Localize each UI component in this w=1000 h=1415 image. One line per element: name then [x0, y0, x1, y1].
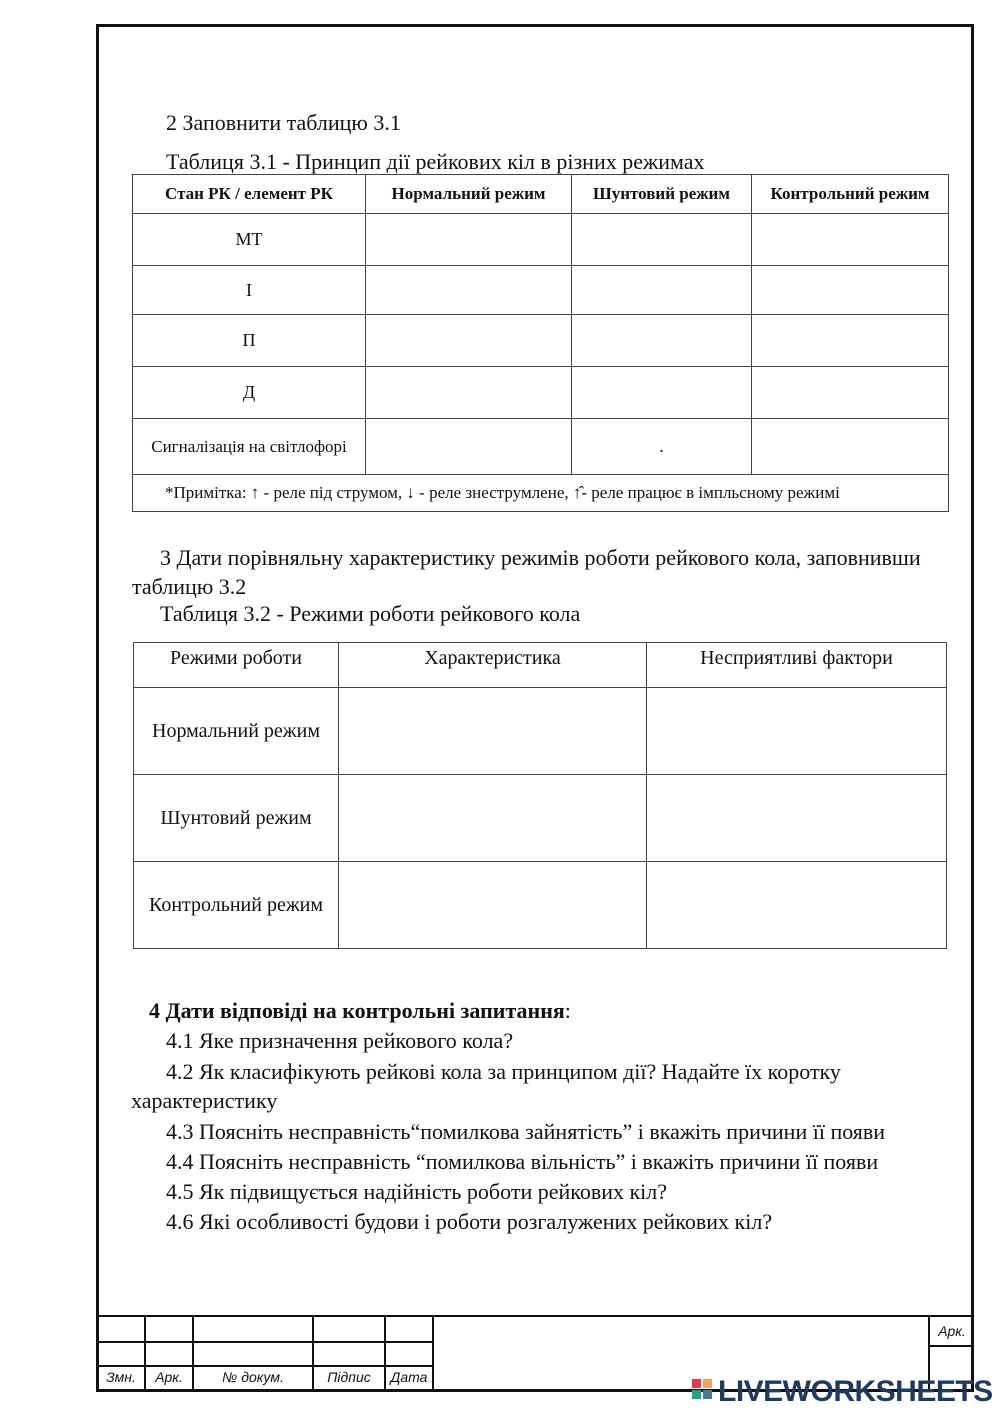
table-3-1	[132, 174, 949, 512]
stamp-label-date: Дата	[390, 1369, 428, 1385]
t31-row-label: Д	[133, 367, 366, 419]
stamp-sheet-label: Арк.	[938, 1323, 966, 1339]
t32-row-label: Шунтовий режим	[134, 775, 339, 862]
t31-cell[interactable]	[366, 266, 572, 315]
t31-cell[interactable]	[366, 214, 572, 266]
stamp-line	[432, 1315, 434, 1392]
question-4-2: 4.2 Як класифікують рейкові кола за принципом дії? Надайте їх коротку характеристику	[131, 1059, 841, 1113]
table31-caption: Таблиця 3.1 - Принцип дії рейкових кіл в різних режимах	[166, 149, 705, 174]
t31-cell[interactable]	[572, 367, 752, 419]
table-3-2	[133, 642, 947, 949]
t31-row-label: Сигналізація на світлофорі	[133, 419, 366, 475]
t31-row-label: П	[133, 315, 366, 367]
stamp-line	[928, 1345, 974, 1347]
section4-heading: 4 Дати відповіді на контрольні запитання	[149, 998, 565, 1023]
t32-cell[interactable]	[339, 862, 647, 949]
t31-cell[interactable]	[366, 419, 572, 475]
section4-colon: :	[564, 998, 571, 1023]
t31-header-state: Стан РК / елемент РК	[133, 175, 366, 214]
t31-cell[interactable]	[366, 367, 572, 419]
t31-cell[interactable]	[752, 266, 949, 315]
stamp-label-ark: Арк.	[155, 1369, 183, 1385]
stamp-label-sign: Підпис	[327, 1369, 371, 1385]
t31-dot: .	[659, 436, 664, 456]
t31-header-control: Контрольний режим	[752, 175, 949, 214]
t31-row-label: МТ	[133, 214, 366, 266]
t32-cell[interactable]	[339, 688, 647, 775]
t32-cell[interactable]	[647, 688, 947, 775]
stamp-line	[96, 1315, 974, 1317]
t32-cell[interactable]	[647, 862, 947, 949]
question-4-5: 4.5 Як підвищується надійність роботи рейкових кіл?	[166, 1179, 668, 1204]
stamp-label-zmn: Змн.	[106, 1369, 136, 1385]
section4-heading-line	[149, 997, 571, 1025]
table32-caption: Таблиця 3.2 - Режими роботи рейкового кола	[160, 601, 581, 626]
t31-cell[interactable]	[572, 419, 752, 475]
liveworksheets-logo	[692, 1374, 992, 1410]
t32-cell[interactable]	[339, 775, 647, 862]
question-4-1: 4.1 Яке призначення рейкового кола?	[166, 1028, 514, 1053]
t31-cell[interactable]	[572, 315, 752, 367]
t31-cell[interactable]	[752, 367, 949, 419]
t31-row-label: І	[133, 266, 366, 315]
t32-row-label: Нормальний режим	[134, 688, 339, 775]
t32-cell[interactable]	[647, 775, 947, 862]
t31-header-normal: Нормальний режим	[366, 175, 572, 214]
question-4-6: 4.6 Які особливості будови і роботи розгалужених рейкових кіл?	[166, 1209, 773, 1234]
t31-cell[interactable]	[752, 214, 949, 266]
t31-cell[interactable]	[366, 315, 572, 367]
section2-heading: 2 Заповнити таблицю 3.1	[166, 110, 401, 135]
t32-row-label: Контрольний режим	[134, 862, 339, 949]
t32-header-factors: Несприятливі фактори	[647, 643, 947, 688]
t31-header-shunt: Шунтовий режим	[572, 175, 752, 214]
liveworksheets-logo-text: LIVEWORKSHEETS	[718, 1375, 993, 1408]
t31-cell[interactable]	[752, 419, 949, 475]
section3-heading: 3 Дати порівняльну характеристику режимів роботи рейкового кола, заповнивши таблицю 3.2	[132, 545, 921, 599]
t32-header-modes: Режими роботи	[134, 643, 339, 688]
t31-cell[interactable]	[572, 214, 752, 266]
t31-cell[interactable]	[752, 315, 949, 367]
t32-header-characteristic: Характеристика	[339, 643, 647, 688]
stamp-label-doc: № докум.	[222, 1369, 284, 1385]
liveworksheets-logo-icon	[692, 1379, 714, 1407]
question-4-3: 4.3 Поясніть несправність“помилкова зайнятість” і вкажіть причини її появи	[166, 1119, 886, 1144]
question-4-4: 4.4 Поясніть несправність “помилкова вільність” і вкажіть причини її появи	[166, 1149, 879, 1174]
t31-cell[interactable]	[572, 266, 752, 315]
t31-note: *Примітка: ↑ - реле під струмом, ↓ - реле знеструмлене, ↑̂- реле працює в імпльсному режимі	[133, 475, 949, 512]
